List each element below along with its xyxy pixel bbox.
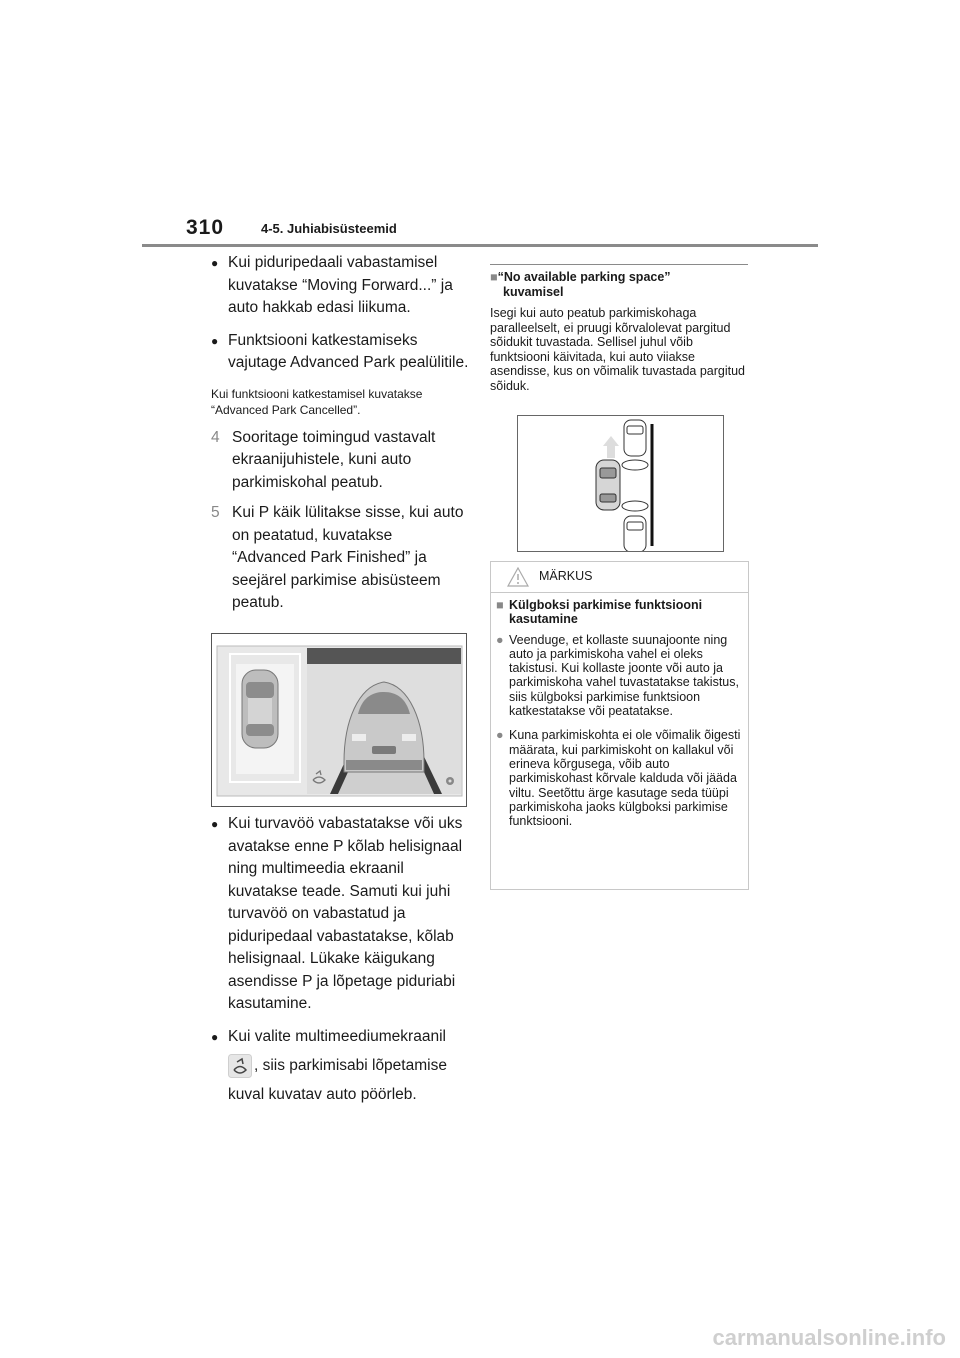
bullet-cancel-function: ● Funktsiooni katkestamiseks vajutage Advanced Park pealülitile. [211,330,469,375]
own-car-icon [596,460,620,510]
step-5-text: Kui P käik lülitakse sisse, kui auto on peatatud, kuvatakse “Advanced Park Finished” ja seejärel parkimise abisüsteem peatub. [232,504,464,611]
note-heading [496,598,744,627]
bullet-moving-forward: ● Kui piduripedaali vabastamisel kuvatakse “Moving Forward...” ja auto hakkab edasi liikuma. [211,252,469,320]
bullet-dot-icon: ● [496,728,504,743]
note-heading-line2: kasutamine [509,612,578,627]
parking-diagram-illustration [518,416,723,551]
step-4-number: 4 [211,428,220,446]
note-header [491,562,748,593]
watermark: carmanualsonline.info [712,1325,946,1350]
parking-screen-illustration [212,634,466,806]
bullet-rotate-line1: ● Kui valite multimeediumekraanil [228,1027,446,1045]
no-parking-space-body: Isegi kui auto peatub parkimiskohaga paralleelselt, ei pruugi kõrvalolevat pargitud sõidukit tuvastada. Sellisel juhul võib funktsiooni käivitada, kui auto viiakse asendisse, kus on võimalik tuvastada pargitud sõiduk. [490,306,746,393]
heading-line2: kuvamisel [503,284,564,299]
note-item-2-text: Kuna parkimiskohta ei ole võimalik õigesti määrata, kui parkimiskoht on kallakul või erineva kõrgusega, võib auto parkimiskohast kõrvale kalduda või jääda viltu. Seetõttu ärge kasutage seda tüüpi parkimiskoha jaoks külgboksi parkimise funktsiooni. [509,728,741,829]
note-item-1-text: Veenduge, et kollaste suunajoonte ning auto ja parkimiskoha vahel ei oleks takistusi. Kui kollaste joonte või auto ja parkimiskoha vahel tuvastatakse takistus, siis külgboksi parkimise funktsioon katkestatakse või peatatakse. [509,632,739,719]
small-note: Kui funktsiooni katkestamisel kuvatakse “Advanced Park Cancelled”. [211,386,423,417]
square-marker-icon: ■ [496,598,504,612]
square-marker-icon: ■ [490,270,498,284]
note-item-2 [496,728,744,828]
step-5 [211,502,469,615]
heading-line1: “No available parking space” [497,270,671,284]
note-heading-line1: Külgboksi parkimise funktsiooni [509,598,703,612]
note-label: MÄRKUS [539,569,593,583]
note-box [490,561,749,890]
left-column-bottom [211,813,469,1107]
multimedia-screen-figure [211,633,467,807]
parallel-parking-diagram [517,415,724,552]
note-item-1 [496,633,744,719]
section-title: 4-5. Juhiabisüsteemid [261,221,397,236]
arrow-up-icon [603,436,619,458]
bullet-rotate-line3: kuval kuvatav auto pöörleb. [228,1086,417,1103]
parked-car-front-icon [624,420,646,456]
rotate-car-icon [228,1054,252,1078]
bullet-dot-icon: ● [496,632,504,647]
header-rule [142,244,818,247]
no-parking-space-heading [490,270,748,285]
gear-icon [446,777,454,785]
step-4-text: Sooritage toimingud vastavalt ekraanijuhistele, kuni auto parkimiskohal peatub. [232,428,436,491]
step-4 [211,427,469,495]
top-view-car-icon [242,670,278,748]
warning-triangle-icon [507,567,529,587]
note-content [496,598,744,834]
bullet-seatbelt: ● Kui turvavöö vabastatakse või uks avatakse enne P kõlab helisignaal ning multimeedia ekraanil kuvatakse teade. Samuti kui juhi turvavöö on vabastatud ja piduripedaal vabastatakse, kõlab helisignaal. Lükake käigukang asendisse P ja lõpetage piduriabi kasutamine. [211,813,469,1016]
step-5-number: 5 [211,504,220,521]
bullet-rotate-line2 [228,1054,469,1078]
parked-car-rear-icon [624,516,646,551]
bullet-rotate-text: , siis parkimisabi lõpetamise [254,1057,447,1075]
bullet-rotate-view [211,1026,469,1107]
right-column [490,270,748,393]
left-column-top [211,252,469,615]
right-section-rule [490,264,748,265]
page-number: 310 [186,216,225,239]
